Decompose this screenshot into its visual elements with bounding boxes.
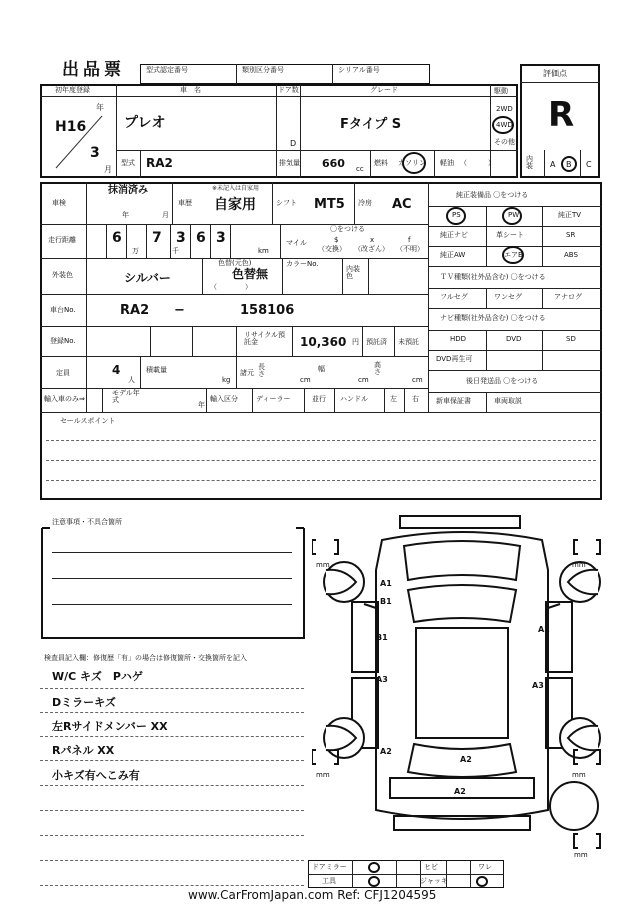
equip-airbag: エアB: [504, 251, 523, 259]
later-warranty: 新車保証書: [436, 397, 471, 405]
interior-c: C: [586, 160, 592, 169]
recycle-done: 預託済: [366, 338, 387, 346]
legend-mirror-circle: [368, 862, 380, 873]
legend-tool: 工具: [322, 877, 336, 885]
drive-4wd: 4WD: [496, 121, 513, 129]
shift-label: シフト: [276, 199, 297, 207]
note-line-5: 小キズ有へこみ有: [52, 769, 140, 782]
note-line-4: Rパネル XX: [52, 744, 115, 757]
tv-title: ＴＶ種類(社外品含む) 〇をつける: [440, 273, 546, 281]
month-unit: 月: [104, 165, 112, 174]
mileage-label: 走行距離: [48, 236, 76, 244]
reg-slash: [50, 112, 110, 172]
exterior-value: シルバー: [124, 271, 171, 285]
fuel-label: 燃料: [374, 159, 388, 167]
model-type-value: RA2: [146, 156, 173, 170]
fuel-gasoline-circle: [402, 152, 426, 174]
mileage-digit-1: 6: [112, 230, 122, 246]
mileage-digit-5: 3: [216, 230, 226, 246]
page-title: 出品票: [62, 60, 125, 80]
displacement-label: 排気量: [279, 159, 300, 167]
load-label: 積載量: [146, 366, 167, 374]
mark-a2-left-rear: A2: [380, 747, 392, 756]
legend-tool-circle: [368, 876, 380, 887]
footer-ref: www.CarFromJapan.com Ref: CFJ1204595: [184, 888, 440, 902]
drive-4wd-circle: [492, 116, 514, 134]
grade-col-label: グレード: [370, 86, 398, 94]
mileage-digit-2: 7: [152, 230, 162, 246]
interior-b-circle: [561, 156, 577, 172]
displacement-value: 660: [322, 157, 345, 170]
mileage-sen: 千: [172, 247, 179, 255]
fuel-diesel: 軽油: [440, 159, 454, 167]
mark-a2-rear: A2: [460, 755, 472, 764]
mark-a2-right: A2: [538, 625, 550, 634]
mark-a2-bumper: A2: [454, 787, 466, 796]
mm-spare: mm: [574, 851, 588, 859]
equip-pw: PW: [508, 211, 520, 219]
model-year-label: モデル年式: [112, 389, 140, 404]
inspection-month: 月: [162, 211, 169, 219]
handle-left: 左: [390, 395, 397, 403]
capacity-unit: 人: [128, 376, 135, 384]
equip-sr: SR: [566, 231, 576, 239]
equip-leather: 革シート: [496, 231, 524, 239]
recycle-not: 未預託: [398, 338, 419, 346]
mile-x: x: [370, 236, 375, 244]
height-label: 高さ: [374, 361, 381, 376]
drive-label: 駆動: [494, 87, 508, 95]
width-label: 幅: [318, 365, 325, 373]
shift-value: MT5: [314, 197, 345, 212]
legend-jack: ジャッキ: [420, 877, 448, 885]
length-cm: cm: [300, 376, 311, 384]
interior-b: B: [566, 160, 572, 169]
later-manual: 車両取説: [494, 397, 522, 405]
exterior-label: 外装色: [52, 271, 73, 279]
chassis-dash: −: [174, 303, 185, 318]
caution-label: 注意事項・不具合箇所: [52, 518, 122, 526]
interior-a: A: [550, 160, 556, 169]
recycle-value: 10,360: [300, 335, 347, 349]
door-count-label: ドア数: [278, 86, 299, 94]
sales-point-label: セールスポイント: [60, 417, 116, 425]
handle-right: 右: [412, 395, 419, 403]
note-line-3: 左Rサイドメンバー XX: [52, 720, 168, 733]
note-line-2: Dミラーキズ: [52, 696, 116, 709]
mm-front-left: mm: [316, 561, 330, 569]
mileage-man: 万: [132, 247, 139, 255]
color-no-label: カラーNo.: [286, 260, 319, 268]
import-label: 輸入車のみ⇒: [44, 395, 85, 403]
equip-aw: 純正AW: [440, 251, 466, 259]
import-type-label: 輸入区分: [210, 395, 238, 403]
equip-ps-circle: [446, 207, 466, 225]
car-diagram: [312, 510, 612, 855]
regno-label: 登録No.: [50, 337, 76, 345]
grade-name-value: Fタイプ S: [340, 117, 402, 132]
car-name-label: 車 名: [180, 86, 201, 94]
mark-a3-left: A3: [376, 675, 388, 684]
mileage-digit-4: 6: [196, 230, 206, 246]
mileage-km: km: [258, 247, 269, 255]
fuel-paren: （ ）: [460, 159, 495, 167]
dvd-playback: DVD再生可: [436, 355, 473, 363]
interior-color-label: 内装色: [346, 265, 360, 280]
mile-circle-note: 〇をつける: [330, 225, 365, 233]
equip-ps: PS: [452, 211, 461, 219]
equip-title: 純正装備品 〇をつける: [456, 191, 529, 199]
capacity-value: 4: [112, 363, 121, 377]
model-year-unit: 年: [198, 401, 205, 409]
inspection-year: 年: [122, 211, 129, 219]
caution-frame: [38, 524, 308, 642]
note-line-1: W/C キズ Pハゲ: [52, 670, 143, 683]
history-label: 車歴: [178, 199, 192, 207]
history-note: ※未記入は自家用: [212, 185, 260, 192]
ac-value: AC: [392, 197, 412, 212]
legend-jack-circle: [476, 876, 488, 887]
equip-abs: ABS: [564, 251, 578, 259]
inspector-label: 検査員記入欄：修復歴「有」の場合は修復箇所・交換箇所を記入: [44, 654, 247, 662]
mileage-digit-3: 3: [176, 230, 186, 246]
chassis-model: RA2: [120, 303, 150, 318]
color-change-value: 色替無: [232, 267, 269, 281]
inspection-value: 抹消済み: [108, 185, 148, 196]
equip-airbag-circle: [502, 246, 524, 264]
equip-tv: 純正TV: [558, 211, 582, 219]
history-value: 自家用: [214, 197, 256, 213]
fuel-gasoline: ガソリン: [398, 159, 426, 167]
mile-label: マイル: [286, 239, 307, 247]
inspection-label: 車検: [52, 199, 66, 207]
year-unit: 年: [96, 103, 104, 112]
height-cm: cm: [412, 376, 423, 384]
navi-sd: SD: [566, 335, 576, 343]
mark-a3-right: A3: [532, 681, 544, 690]
import-parallel: 並行: [312, 395, 326, 403]
navi-dvd: DVD: [506, 335, 522, 343]
class-code-label: 類別区分番号: [242, 66, 284, 74]
mile-dollar: $: [334, 236, 339, 244]
mile-f-note: （不明）: [396, 245, 424, 253]
length-label: 長さ: [258, 363, 265, 378]
legend-break: ワレ: [478, 863, 492, 871]
grade-label: 評価点: [543, 69, 567, 78]
navi-hdd: HDD: [450, 335, 467, 343]
equip-navi: 純正ナビ: [440, 231, 468, 239]
recycle-unit: 円: [352, 338, 359, 346]
color-change-label: 色替(元色): [218, 259, 252, 267]
navi-title: ナビ種類(社外品含む) 〇をつける: [440, 314, 546, 322]
mile-dollar-note: （交換）: [318, 245, 346, 253]
type-cert-label: 型式認定番号: [146, 66, 188, 74]
drive-2wd: 2WD: [496, 105, 513, 113]
grade-value: R: [548, 95, 575, 135]
legend-crack: ヒビ: [424, 863, 438, 871]
capacity-label: 定員: [56, 369, 70, 377]
model-type-label: 型式: [121, 159, 135, 167]
displacement-unit: cc: [356, 165, 364, 173]
first-reg-year: H16: [55, 119, 87, 135]
legend-door-mirror: ドアミラー: [312, 863, 347, 871]
chassis-label: 車台No.: [50, 306, 76, 314]
door-d: D: [290, 139, 297, 148]
load-unit: kg: [222, 376, 231, 384]
ac-label: 冷房: [358, 199, 372, 207]
car-name-value: プレオ: [124, 115, 166, 131]
mark-a1: A1: [380, 579, 392, 588]
handle-label: ハンドル: [340, 395, 368, 403]
width-cm: cm: [358, 376, 369, 384]
color-paren: （ ）: [210, 283, 252, 291]
recycle-label: リサイクル預託金: [244, 331, 286, 346]
mm-front-right: mm: [572, 561, 586, 569]
drive-other: その他: [494, 138, 515, 146]
chassis-number: 158106: [240, 303, 295, 318]
dims-label: 諸元: [240, 369, 254, 377]
first-reg-month: 3: [90, 145, 100, 161]
later-title: 後日発送品 〇をつける: [466, 377, 539, 385]
mm-rear-left: mm: [316, 771, 330, 779]
mile-f: f: [408, 236, 411, 244]
serial-label: シリアル番号: [338, 66, 380, 74]
tv-oneseg: ワンセグ: [494, 293, 522, 301]
mark-b1-lower: B1: [376, 633, 388, 642]
tv-fullseg: フルセグ: [440, 293, 468, 301]
tv-analog: アナログ: [554, 293, 582, 301]
import-dealer: ディーラー: [256, 395, 291, 403]
equip-pw-circle: [502, 207, 522, 225]
mark-b1-upper: B1: [380, 597, 392, 606]
mile-x-note: （改ざん）: [354, 245, 389, 253]
first-reg-label: 初年度登録: [55, 86, 90, 94]
interior-label: 内装: [526, 155, 533, 170]
mm-rear-right: mm: [572, 771, 586, 779]
